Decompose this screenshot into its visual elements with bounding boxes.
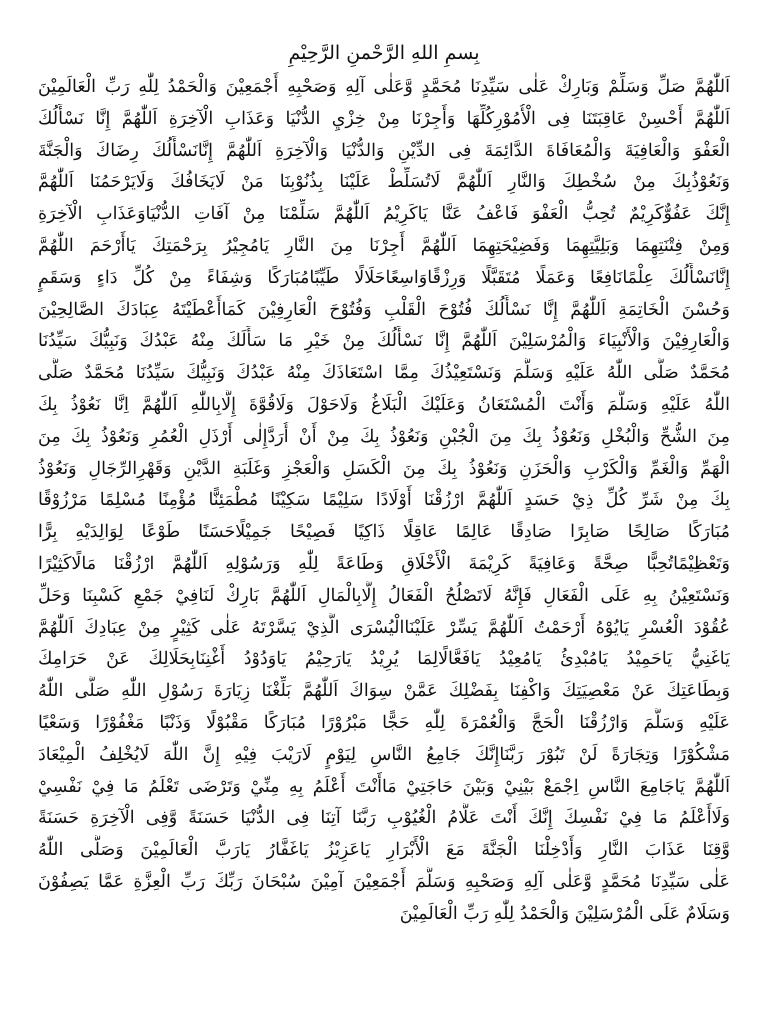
text-line: وَالْعَارِفِيْنَ وَالْأَنْبِيَاءَ وَالْمُرْسَلِيْنَ اَللّٰهُمَّ إِنَّا نَسْأَلُكَ مِنْ خَيْرِ مَا سَأَلَكَ مِنْهُ عَبْدُكَ وَنَبِيُّكَ سَيِّدُنَا	[38, 331, 730, 352]
text-line: إِنَّكَ عَفُوٌّكَرِيْمٌ تُحِبُّ الْعَفْوَ فَاعْفُ عَنَّا يَاكَرِيْمُ اَللّٰهُمَّ سَلِّمْنَا مِنْ آفَاتِ الدُّنْيَاوَعَذَابِ الْآخِرَةِ	[38, 204, 730, 225]
text-line: مَشْكُوْرًا وَتِجَارَةً لَنْ تَبُوْرَ رَبَّنَاإِنَّكَ جَامِعُ النَّاسِ لِيَوْمٍ لَارَيْبَ فِيْهِ إِنَّ اللّٰهَ لَايُخْلِفُ الْمِيْعَادَ	[38, 744, 730, 765]
text-line: وَلَاأَعْلَمُ مَا فِيْ نَفْسِكَ إِنَّكَ أَنْتَ عَلَّامُ الْغُيُوْبِ رَبَّنَا آتِنَا فِى الدُّنْيَا حَسَنَةً وَّفِى الْآخِرَةِ حَسَنَةً	[38, 808, 730, 829]
text-line: وَبِطَاعَتِكَ عَنْ مَعْصِيَتِكَ وَاكْفِنَا بِفَضْلِكَ عَمَّنْ سِوَاكَ اَللّٰهُمَّ بَلِّغْنَا زِيَارَةَ رَسُوْلِ اللّٰهِ صَلَّى اللّٰهُ	[38, 681, 730, 702]
text-line: وَنَعُوْذُبِكَ مِنْ سُخْطِكَ وَالنَّارِ اَللّٰهُمَّ لَاتُسَلِّطْ عَلَيْنَا بِذُنُوْبِنَا مَنْ لَايَخَافُكَ وَلَايَرْحَمُنَا اَللّٰهُمَّ	[38, 172, 730, 193]
text-line: اللّٰهُ عَلَيْهِ وَسَلَّمَ وَأَنْتَ الْمُسْتَعَانُ وَعَلَيْكَ الْبَلَاغُ وَلَاحَوْلَ وَلَاقُوَّةَ إِلَّابِاللّٰهِ اَللّٰهُمَّ اِنَّا نَعُوْذُ بِكَ	[38, 394, 730, 415]
text-line: وَسَلَامٌ عَلَى الْمُرْسَلِيْنَ وَالْحَمْدُ لِلّٰهِ رَبِّ الْعَالَمِيْنَ	[399, 903, 730, 924]
text-line: اَللّٰهُمَّ أَحْسِنْ عَاقِبَتَنَا فِى الْأُمُوْرِكُلِّهَا وَأَجِرْنَا مِنْ خِزْيِ الدُّنْيَا وَعَذَابِ الْآخِرَةِ اَللّٰهُمَّ إِنَّا نَسْأَلُكَ	[38, 108, 730, 129]
text-line: وَتَعْظِيْمًاتُحِبًّا صِحَّةً وَعَافِيَةً كَرِيْمَةَ الْأَخْلَاقِ وَطَاعَةً لِلّٰهِ وَرَسُوْلِهِ اَللّٰهُمَّ ارْزُقْنَا مَالًاكَثِيْرًا	[38, 553, 730, 574]
text-line: وَنَسْتَعِيْنُ بِهِ عَلَى الْفَعَالِ فَإِنَّهُ لَاتَصْلُحُ الْفَعَالُ إِلَّابِالْمَالِ اَللّٰهُمَّ بَارِكْ لَنَافِيْ جَمْعِ كَسْبِنَا وَحَلِّ	[38, 585, 730, 606]
text-line: الْعَفْوَ وَالْعَافِيَةَ وَالْمُعَافَاةَ الدَّائِمَةَ فِى الدِّيْنِ وَالدُّنْيَا وَالْآخِرَةِ اَللّٰهُمَّ إِنَّانَسْأَلُكَ رِضَاكَ وَالْجَنَّةَ	[38, 140, 730, 161]
text-line: مُحَمَّدٌ صَلَّى اللّٰهُ عَلَيْهِ وَسَلَّمَ وَنَسْتَعِيْذُكَ مِمَّا اسْتَعَاذَكَ مِنْهُ عَبْدُكَ وَنَبِيُّكَ سَيِّدُنَا مُحَمَّدٌ صَلَّى	[38, 363, 730, 384]
text-line: عَلٰى سَيِّدِنَا مُحَمَّدٍ وَّعَلٰى آلِهِ وَصَحْبِهِ وَسَلَّمَ أَجْمَعِيْنَ آمِيْنَ سُبْحَانَ رَبِّكَ رَبِّ الْعِزَّةِ عَمَّا يَصِفُوْنَ	[38, 871, 730, 892]
text-line: إِنَّانَسْأَلُكَ عِلْمًانَافِعًا وَعَمَلًا مُتَقَبَّلًا وَرِزْقًاوَاسِعًاحَلَالًا طَيِّبًامُبَارَكًا وَشِفَاءً مِنْ كُلِّ دَاءٍ وَسَقَمٍ	[38, 267, 730, 288]
basmala-heading: بِسمِ اللهِ الرَّحْمنِ الرَّحِيْمِ	[288, 42, 480, 64]
text-line: اَللّٰهُمَّ صَلِّ وَسَلِّمْ وَبَارِكْ عَلٰى سَيِّدِنَا مُحَمَّدٍ وَّعَلٰى آلِهِ وَصَحْبِهِ أَجْمَعِيْنَ وَالْحَمْدُ لِلّٰهِ رَبِّ الْعَالَمِيْنَ	[38, 77, 730, 97]
text-line: عَلَيْهِ وَسَلَّمَ وَارْزُقْنَا الْحَجَّ وَالْعُمْرَةَ لِلّٰهِ حَجًّا مَبْرُوْرًا مُبَارَكًا مَقْبُوْلًا وَذَنْبًا مَغْفُوْرًا وَسَعْيًا	[38, 712, 730, 733]
text-line: مُبَارَكًا صَالِحًا صَابِرًا صَادِقًا عَالِمًا عَاقِلًا ذَاكِيًا فَصِيْحًا جَمِيْلًاحَسَنًا طَوْعًا لِوَالِدَيْهِ بِرًّا	[38, 522, 730, 543]
prayer-body	[38, 72, 730, 931]
text-line: عُقُوْدَ الْعُسْرِ يَايُوْهُ أَرْحَمْتُ اَللّٰهُمَّ يَسِّرْ عَلَيْنَاالْيُسْرَى الَّذِيْ يَسَّرْتَهُ عَلٰى كَثِيْرٍ مِنْ عِبَادِكَ اَللّٰهُمَّ	[38, 617, 730, 638]
text-line: بِكَ مِنْ شَرِّ كُلِّ ذِيْ حَسَدٍ اَللّٰهُمَّ ارْزُقْنَا أَوْلَادًا سَلِيْمًا سَكِيْنًا مُطْمَئِنًّا مُؤْمِنًا مُسْلِمًا مَرْزُوْقًا	[38, 490, 730, 511]
text-line: وَّقِنَا عَذَابَ النَّارِ وَأَدْخِلْنَا الْجَنَّةَ مَعَ الْأَبْرَارِ يَاعَزِيْزُ يَاغَفَّارُ يَارَبَّ الْعَالَمِيْنَ وَصَلَّى اللّٰهُ	[38, 840, 730, 861]
text-line: وَحُسْنَ الْخَاتِمَةِ اَللّٰهُمَّ إِنَّا نَسْأَلُكَ فُتُوْحَ الْقَلْبِ وَفُتُوْحَ الْعَارِفِيْنَ كَمَاأَعْطَيْتَهُ عِبَادَكَ الصَّالِحِيْنَ	[38, 299, 730, 320]
text-line: مِنَ الشُّحِّ وَالْبُخْلِ وَنَعُوْذُ بِكَ مِنَ الْجُبْنِ وَنَعُوْذُ بِكَ مِنْ أَنْ أُرَدَّإِلٰى أَرْذَلِ الْعُمُرِ وَنَعُوْذُ بِكَ مِنَ	[38, 426, 730, 447]
text-line: الْهَمِّ وَالْغَمِّ وَالْكَرْبِ وَالْحَزَنِ وَنَعُوْذُ بِكَ مِنَ الْكَسَلِ وَالْعَجْزِ وَغَلَبَةِ الدَّيْنِ وَقَهْرِالرِّجَالِ وَنَعُوْذُ	[38, 458, 730, 479]
text-line: اَللّٰهُمَّ يَاجَامِعَ النَّاسِ اِجْمَعْ بَيْنِيْ وَبَيْنَ حَاجَتِيْ مَاأَنْتَ أَعْلَمُ بِهِ مِنِّيْ وَتَرْضَى تَعْلَمُ مَا فِيْ نَفْسِيْ	[38, 776, 730, 797]
text-line: وَمِنْ فِتْنَتِهِمَا وَبَلِيَّتِهِمَا وَفَضِيْحَتِهِمَا اَللّٰهُمَّ أَجِرْنَا مِنَ النَّارِ يَامُجِيْرُ بِرَحْمَتِكَ يَاأَرْحَمَ اللّٰهُمَّ	[38, 235, 730, 256]
text-line: يَاغَنِيُّ يَاحَمِيْدُ يَامُبْدِئُ يَامُعِيْدُ يَافَعَّالًالِمَا يُرِيْدُ يَارَحِيْمُ يَاوَدُوْدُ أَغْنِنَابِحَلَالِكَ عَنْ حَرَامِكَ	[38, 649, 730, 670]
